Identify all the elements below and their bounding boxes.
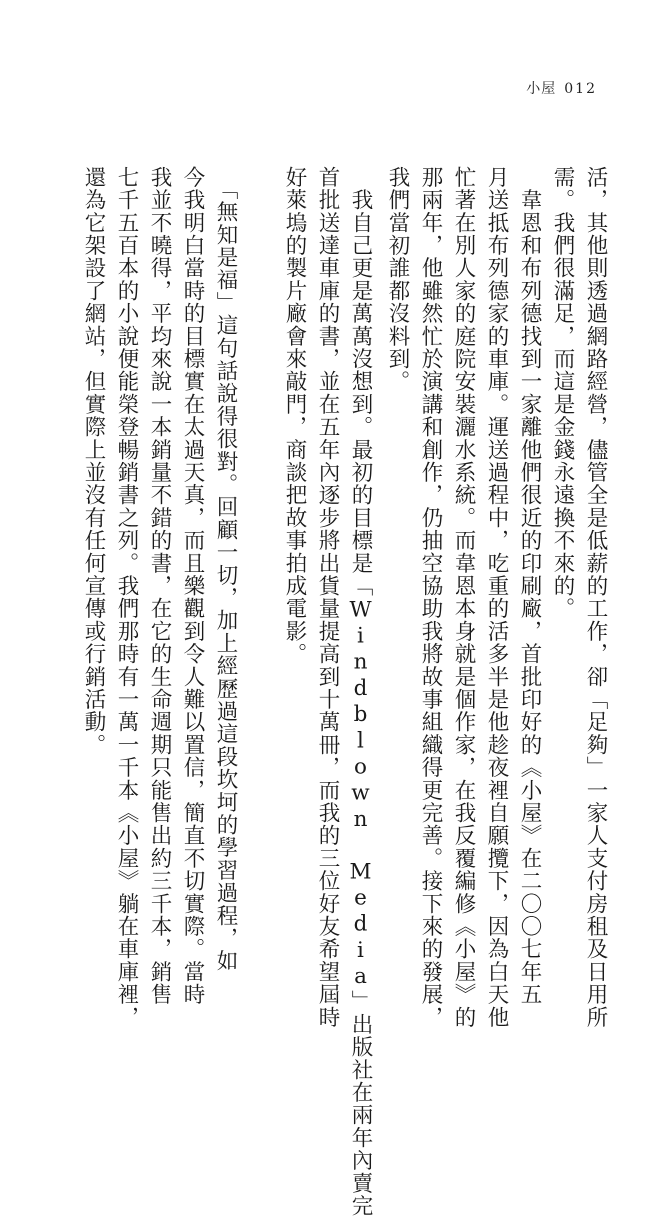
- text-column: 活，其他則透過網路經營，儘管全是低薪的工作，卻「足夠」一家人支付房租及日用所: [583, 166, 608, 1029]
- running-header: [526, 78, 597, 98]
- text-column: 月送抵布列德家的車庫。運送過程中，吃重的活多半是他趁夜裡自願攬下，因為白天他: [484, 166, 509, 1029]
- text-column: 我們當初誰都沒料到。: [385, 166, 410, 393]
- text-column: 今我明白當時的目標實在太過天真，而且樂觀到令人難以置信，簡直不切實際。當時: [180, 166, 205, 1006]
- page-number: 012: [564, 81, 597, 97]
- text-column: 那兩年，他雖然忙於演講和創作，仍抽空協助我將故事組織得更完善。接下來的發展，: [418, 166, 443, 1029]
- text-column: 首批送達車庫的書，並在五年內逐步將出貨量提高到十萬冊，而我的三位好友希望屆時: [315, 166, 340, 1029]
- text-column: 「無知是福」這句話說得很對。回顧一切，加上經歷過這段坎坷的學習過程，如: [213, 166, 238, 973]
- text-column: 還為它架設了網站，但實際上並沒有任何宣傳或行銷活動。: [81, 166, 106, 757]
- text-column: 我並不曉得，平均來說一本銷量不錯的書，在它的生命週期只能售出約三千本，銷售: [147, 166, 172, 1006]
- text-column: 我自己更是萬萬沒想到。最初的目標是「Windblown Media」出版社在兩年內賣完: [348, 166, 373, 1217]
- text-column: 需。我們很滿足，而這是金錢永遠換不來的。: [550, 166, 575, 620]
- text-column: 七千五百本的小說便能榮登暢銷書之列。我們那時有一萬一千本《小屋》躺在車庫裡，: [114, 166, 139, 1029]
- text-column: 韋恩和布列德找到一家離他們很近的印刷廠，首批印好的《小屋》在二〇〇七年五: [517, 166, 542, 1006]
- blank-column: [248, 166, 274, 866]
- text-column: 好萊塢的製片廠會來敲門，商談把故事拍成電影。: [282, 166, 307, 666]
- text-column: 忙著在別人家的庭院安裝灑水系統。而韋恩本身就是個作家，在我反覆編修《小屋》的: [451, 166, 476, 1029]
- header-title: 小屋: [526, 81, 557, 97]
